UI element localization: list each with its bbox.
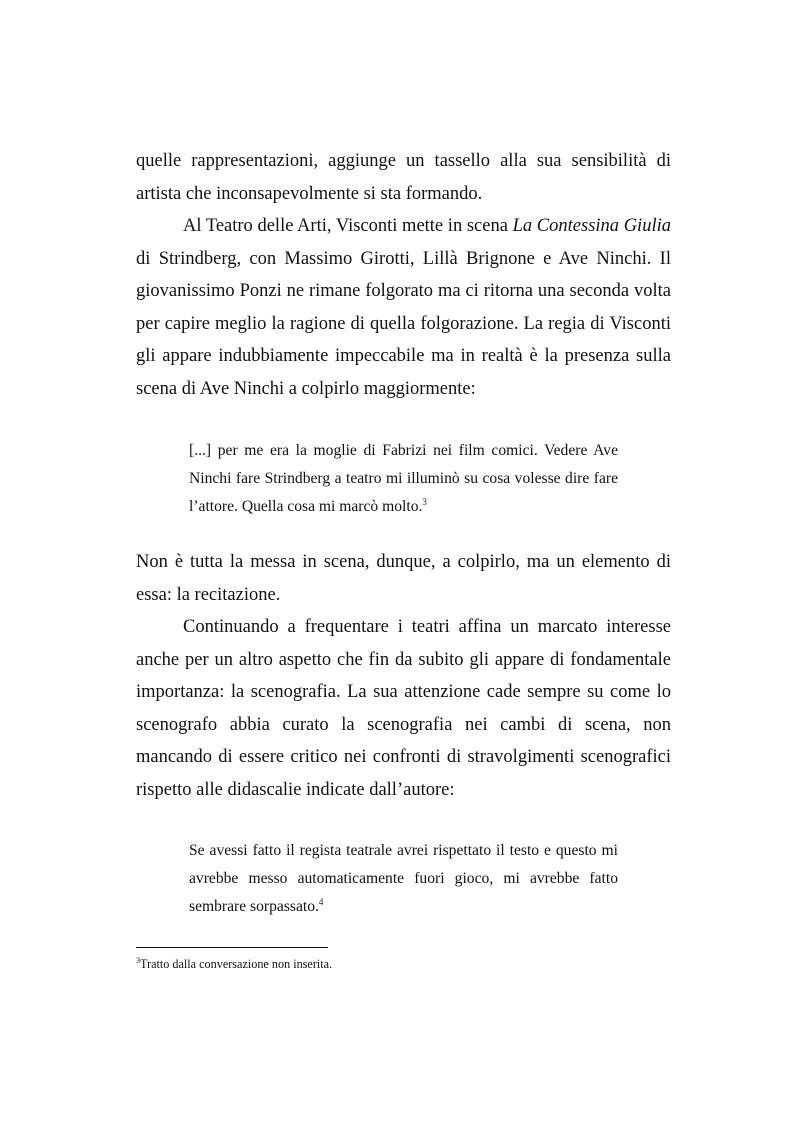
block-quote-2 bbox=[189, 837, 618, 921]
paragraph-1 bbox=[136, 145, 671, 210]
paragraph-3-text: Non è tutta la messa in scena, dunque, a colpirlo, ma un elemento di essa: la recitazione. bbox=[136, 552, 671, 605]
block-quote-2-text: Se avessi fatto il regista teatrale avrei rispettato il testo e questo mi avrebbe messo automaticamente fuori gioco, mi avrebbe fatto sembrare sorpassato. bbox=[189, 842, 618, 915]
paragraph-2-text-start: Al Teatro delle Arti, Visconti mette in scena bbox=[183, 216, 513, 236]
paragraph-2 bbox=[136, 210, 671, 406]
footnote-number: 3 bbox=[136, 956, 140, 965]
footnote-ref-4[interactable]: 4 bbox=[318, 897, 324, 907]
footnote-text: Tratto dalla conversazione non inserita. bbox=[140, 957, 333, 971]
footnote-ref-3[interactable]: 3 bbox=[422, 497, 427, 507]
block-quote-1 bbox=[189, 437, 618, 521]
paragraph-4 bbox=[136, 611, 671, 807]
paragraph-3 bbox=[136, 546, 671, 611]
paragraph-2-text-end: di Strindberg, con Massimo Girotti, Lillà Brignone e Ave Ninchi. Il giovanissimo Ponzi ne rimane folgorato ma ci ritorna una seconda volta per capire meglio la ragione di quella folgorazione. La regia di Visconti gli appare indubbiamente impeccabile ma in realtà è la presenza sulla scena di Ave Ninchi a colpirlo maggiormente: bbox=[136, 248, 671, 399]
paragraph-4-text: Continuando a frequentare i teatri affina un marcato interesse anche per un altro aspetto che fin da subito gli appare di fondamentale importanza: la scenografia. La sua attenzione cade sempre su come lo scenografo abbia curato la scenografia nei cambi di scena, non mancando di essere critico nei confronti di stravolgimenti scenografici rispetto alle didascalie indicate dall’autore: bbox=[136, 617, 671, 800]
footnote-divider bbox=[136, 947, 328, 948]
block-quote-1-text: [...] per me era la moglie di Fabrizi nei film comici. Vedere Ave Ninchi fare Strindberg a teatro mi illuminò su cosa volesse dire fare l’attore. Quella cosa mi marcò molto. bbox=[189, 442, 618, 515]
play-title: La Contessina Giulia bbox=[512, 216, 671, 236]
paragraph-1-text: quelle rappresentazioni, aggiunge un tassello alla sua sensibilità di artista che inconsapevolmente si sta formando. bbox=[136, 151, 671, 204]
footnote bbox=[136, 956, 332, 972]
